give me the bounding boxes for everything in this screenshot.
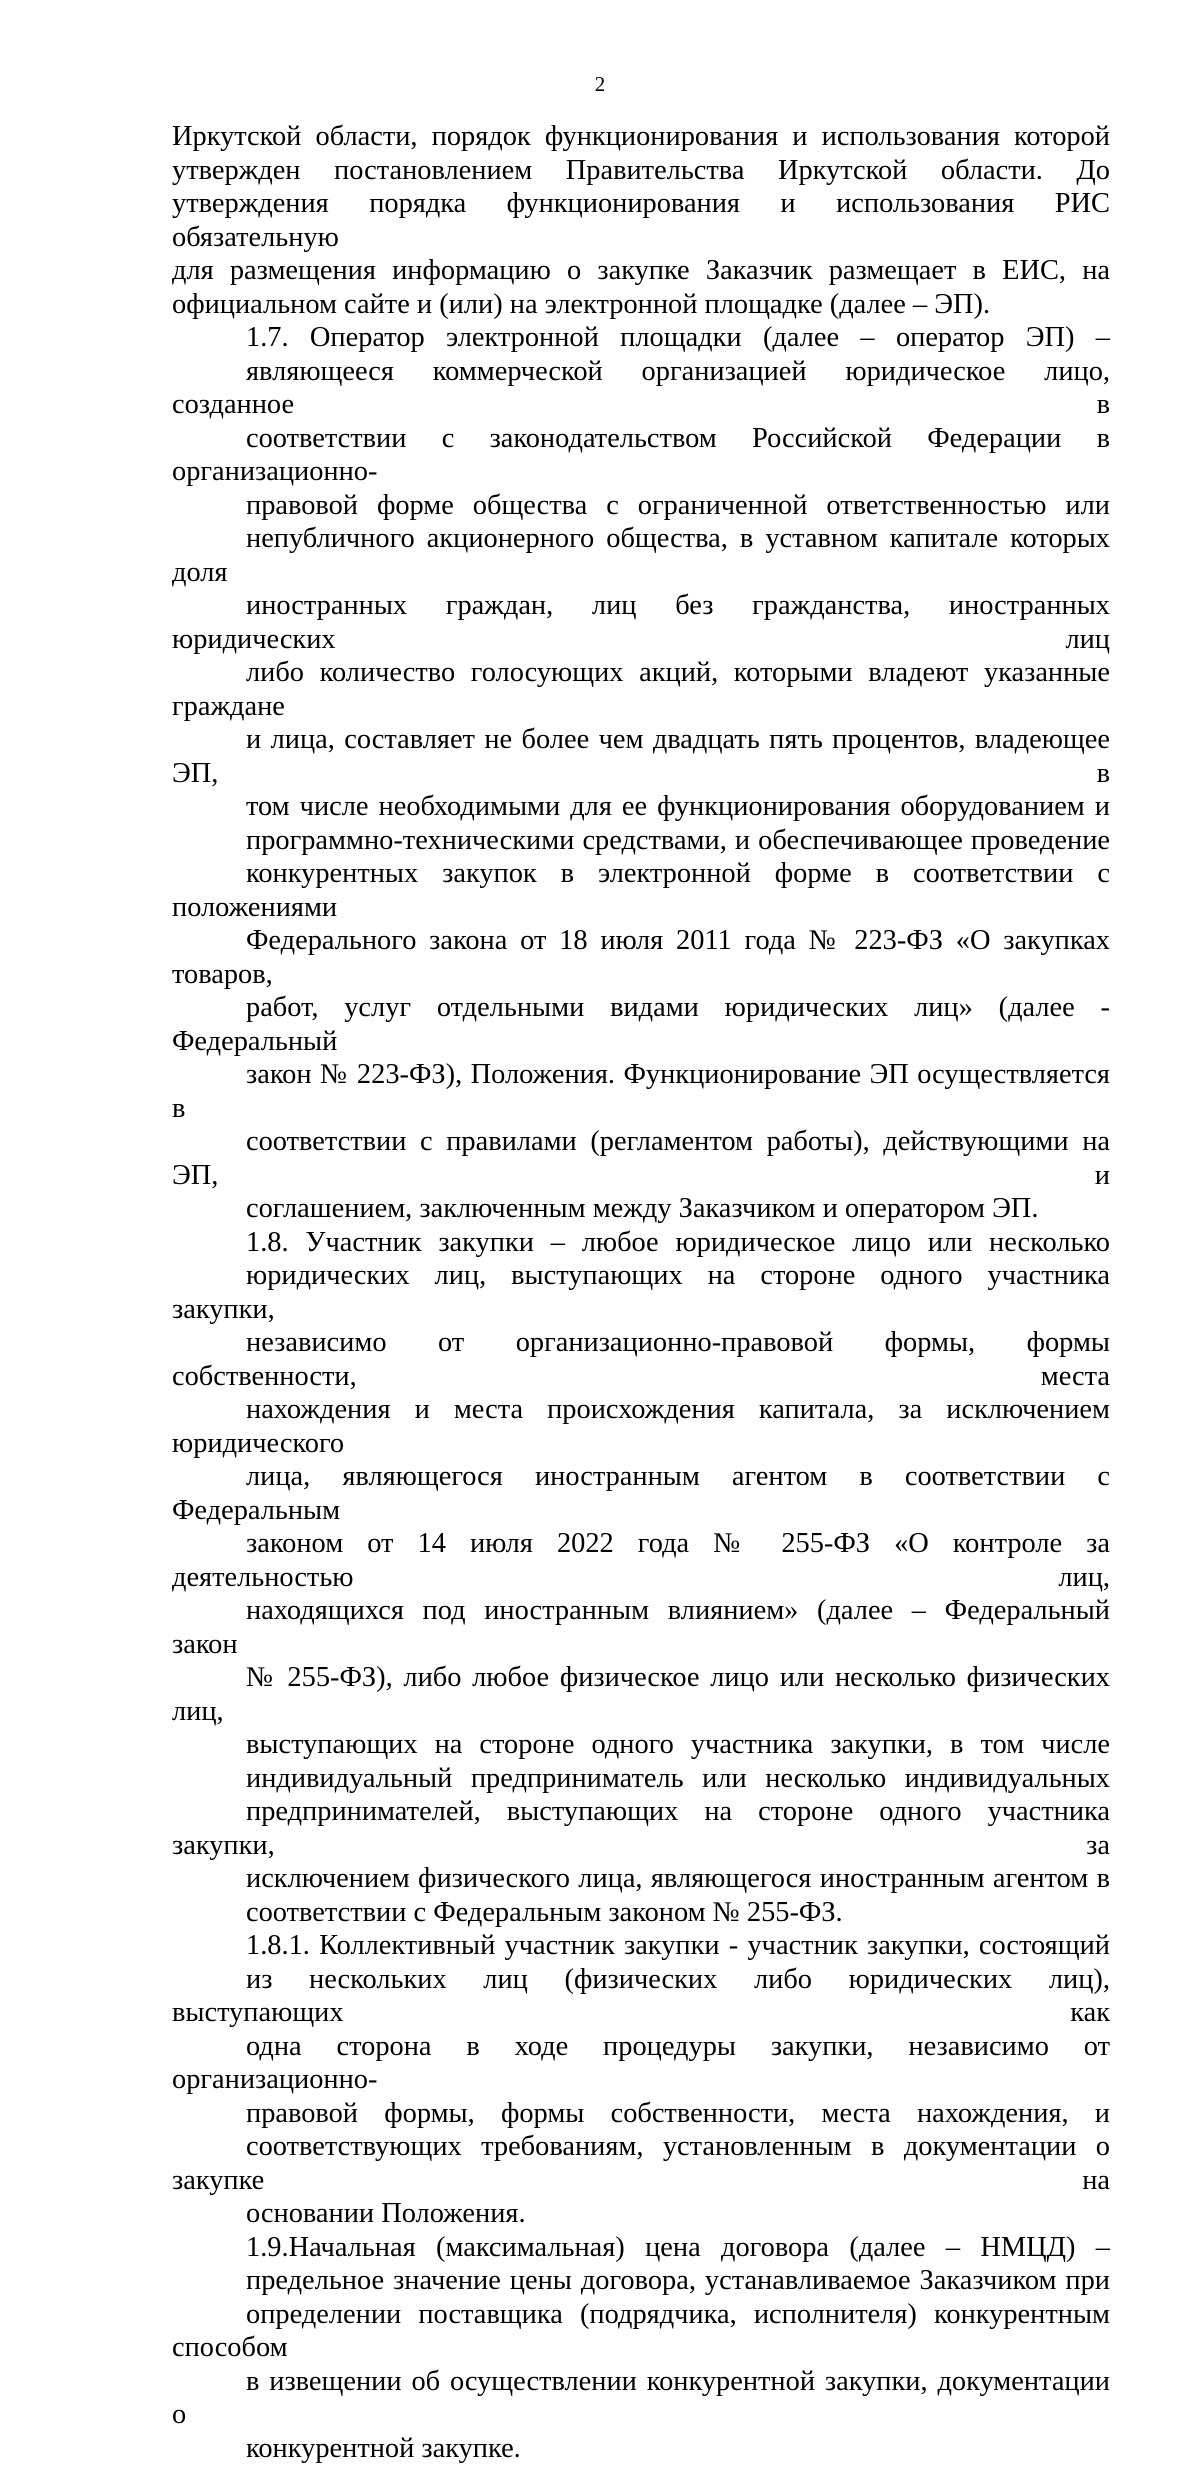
text-line: конкурентной закупке. [172,2432,1110,2465]
text-line: закон № 223-ФЗ), Положения. Функционирование ЭП осуществляется в [172,1058,1110,1125]
text-line: и лица, составляет не более чем двадцать пять процентов, владеющее ЭП, в [172,723,1110,790]
text-line: Иркутской области, порядок функционирования и использования которой [172,120,1110,154]
text-line: № 255-ФЗ), либо любое физическое лицо или несколько физических лиц, [172,1661,1110,1728]
text-line: являющееся коммерческой организацией юридическое лицо, созданное в [172,355,1110,422]
text-line: утверждения порядка функционирования и использования РИС обязательную [172,187,1110,254]
text-line: работ, услуг отдельными видами юридических лиц» (далее - Федеральный [172,991,1110,1058]
text-line: иностранных граждан, лиц без гражданства, иностранных юридических лиц [172,589,1110,656]
text-line: 1.7. Оператор электронной площадки (далее – оператор ЭП) – [172,321,1110,355]
text-line: находящихся под иностранным влиянием» (далее – Федеральный закон [172,1594,1110,1661]
text-line: непубличного акционерного общества, в уставном капитале которых доля [172,522,1110,589]
page-number: 2 [0,72,1200,96]
text-line: лица, являющегося иностранным агентом в соответствии с Федеральным [172,1460,1110,1527]
text-line: соглашением, заключенным между Заказчиком и оператором ЭП. [172,1192,1110,1226]
text-line: Федерального закона от 18 июля 2011 года № 223-ФЗ «О закупках товаров, [172,924,1110,991]
text-line: соответствии с правилами (регламентом работы), действующими на ЭП, и [172,1125,1110,1192]
text-line: выступающих на стороне одного участника закупки, в том числе [172,1728,1110,1762]
text-line: определении поставщика (подрядчика, исполнителя) конкурентным способом [172,2298,1110,2365]
text-line: утвержден постановлением Правительства Иркутской области. До [172,154,1110,188]
text-line: юридических лиц, выступающих на стороне одного участника закупки, [172,1259,1110,1326]
text-line: из нескольких лиц (физических либо юридических лиц), выступающих как [172,1963,1110,2030]
paragraph [172,120,1110,321]
text-line: независимо от организационно-правовой формы, формы собственности, места [172,1326,1110,1393]
paragraph [172,1929,1110,2231]
text-line: исключением физического лица, являющегося иностранным агентом в [172,1862,1110,1896]
text-line: конкурентных закупок в электронной форме в соответствии с положениями [172,857,1110,924]
document-body [172,120,1110,2465]
text-line: 1.8. Участник закупки – любое юридическое лицо или несколько [172,1226,1110,1260]
text-line: 1.8.1. Коллективный участник закупки - участник закупки, состоящий [172,1929,1110,1963]
text-line: нахождения и места происхождения капитала, за исключением юридического [172,1393,1110,1460]
text-line: соответствии с Федеральным законом № 255-ФЗ. [172,1896,1110,1930]
text-line: правовой формы, формы собственности, места нахождения, и [172,2097,1110,2131]
text-line: предпринимателей, выступающих на стороне одного участника закупки, за [172,1795,1110,1862]
text-line: правовой форме общества с ограниченной ответственностью или [172,489,1110,523]
text-line: законом от 14 июля 2022 года № 255-ФЗ «О контроле за деятельностью лиц, [172,1527,1110,1594]
text-line: официальном сайте и (или) на электронной площадке (далее – ЭП). [172,288,1110,322]
text-line: либо количество голосующих акций, которыми владеют указанные граждане [172,656,1110,723]
paragraph [172,2231,1110,2465]
text-line: для размещения информацию о закупке Заказчик размещает в ЕИС, на [172,254,1110,288]
text-line: том числе необходимыми для ее функционирования оборудованием и [172,790,1110,824]
text-line: соответствии с законодательством Российской Федерации в организационно- [172,422,1110,489]
text-line: индивидуальный предприниматель или несколько индивидуальных [172,1762,1110,1796]
text-line: основании Положения. [172,2197,1110,2231]
text-line: программно-техническими средствами, и обеспечивающее проведение [172,824,1110,858]
text-line: предельное значение цены договора, устанавливаемое Заказчиком при [172,2264,1110,2298]
text-line: в извещении об осуществлении конкурентной закупки, документации о [172,2365,1110,2432]
text-line: одна сторона в ходе процедуры закупки, независимо от организационно- [172,2030,1110,2097]
paragraph [172,1226,1110,1930]
text-line: 1.9.Начальная (максимальная) цена договора (далее – НМЦД) – [172,2231,1110,2265]
paragraph [172,321,1110,1226]
text-line: соответствующих требованиям, установленным в документации о закупке на [172,2130,1110,2197]
